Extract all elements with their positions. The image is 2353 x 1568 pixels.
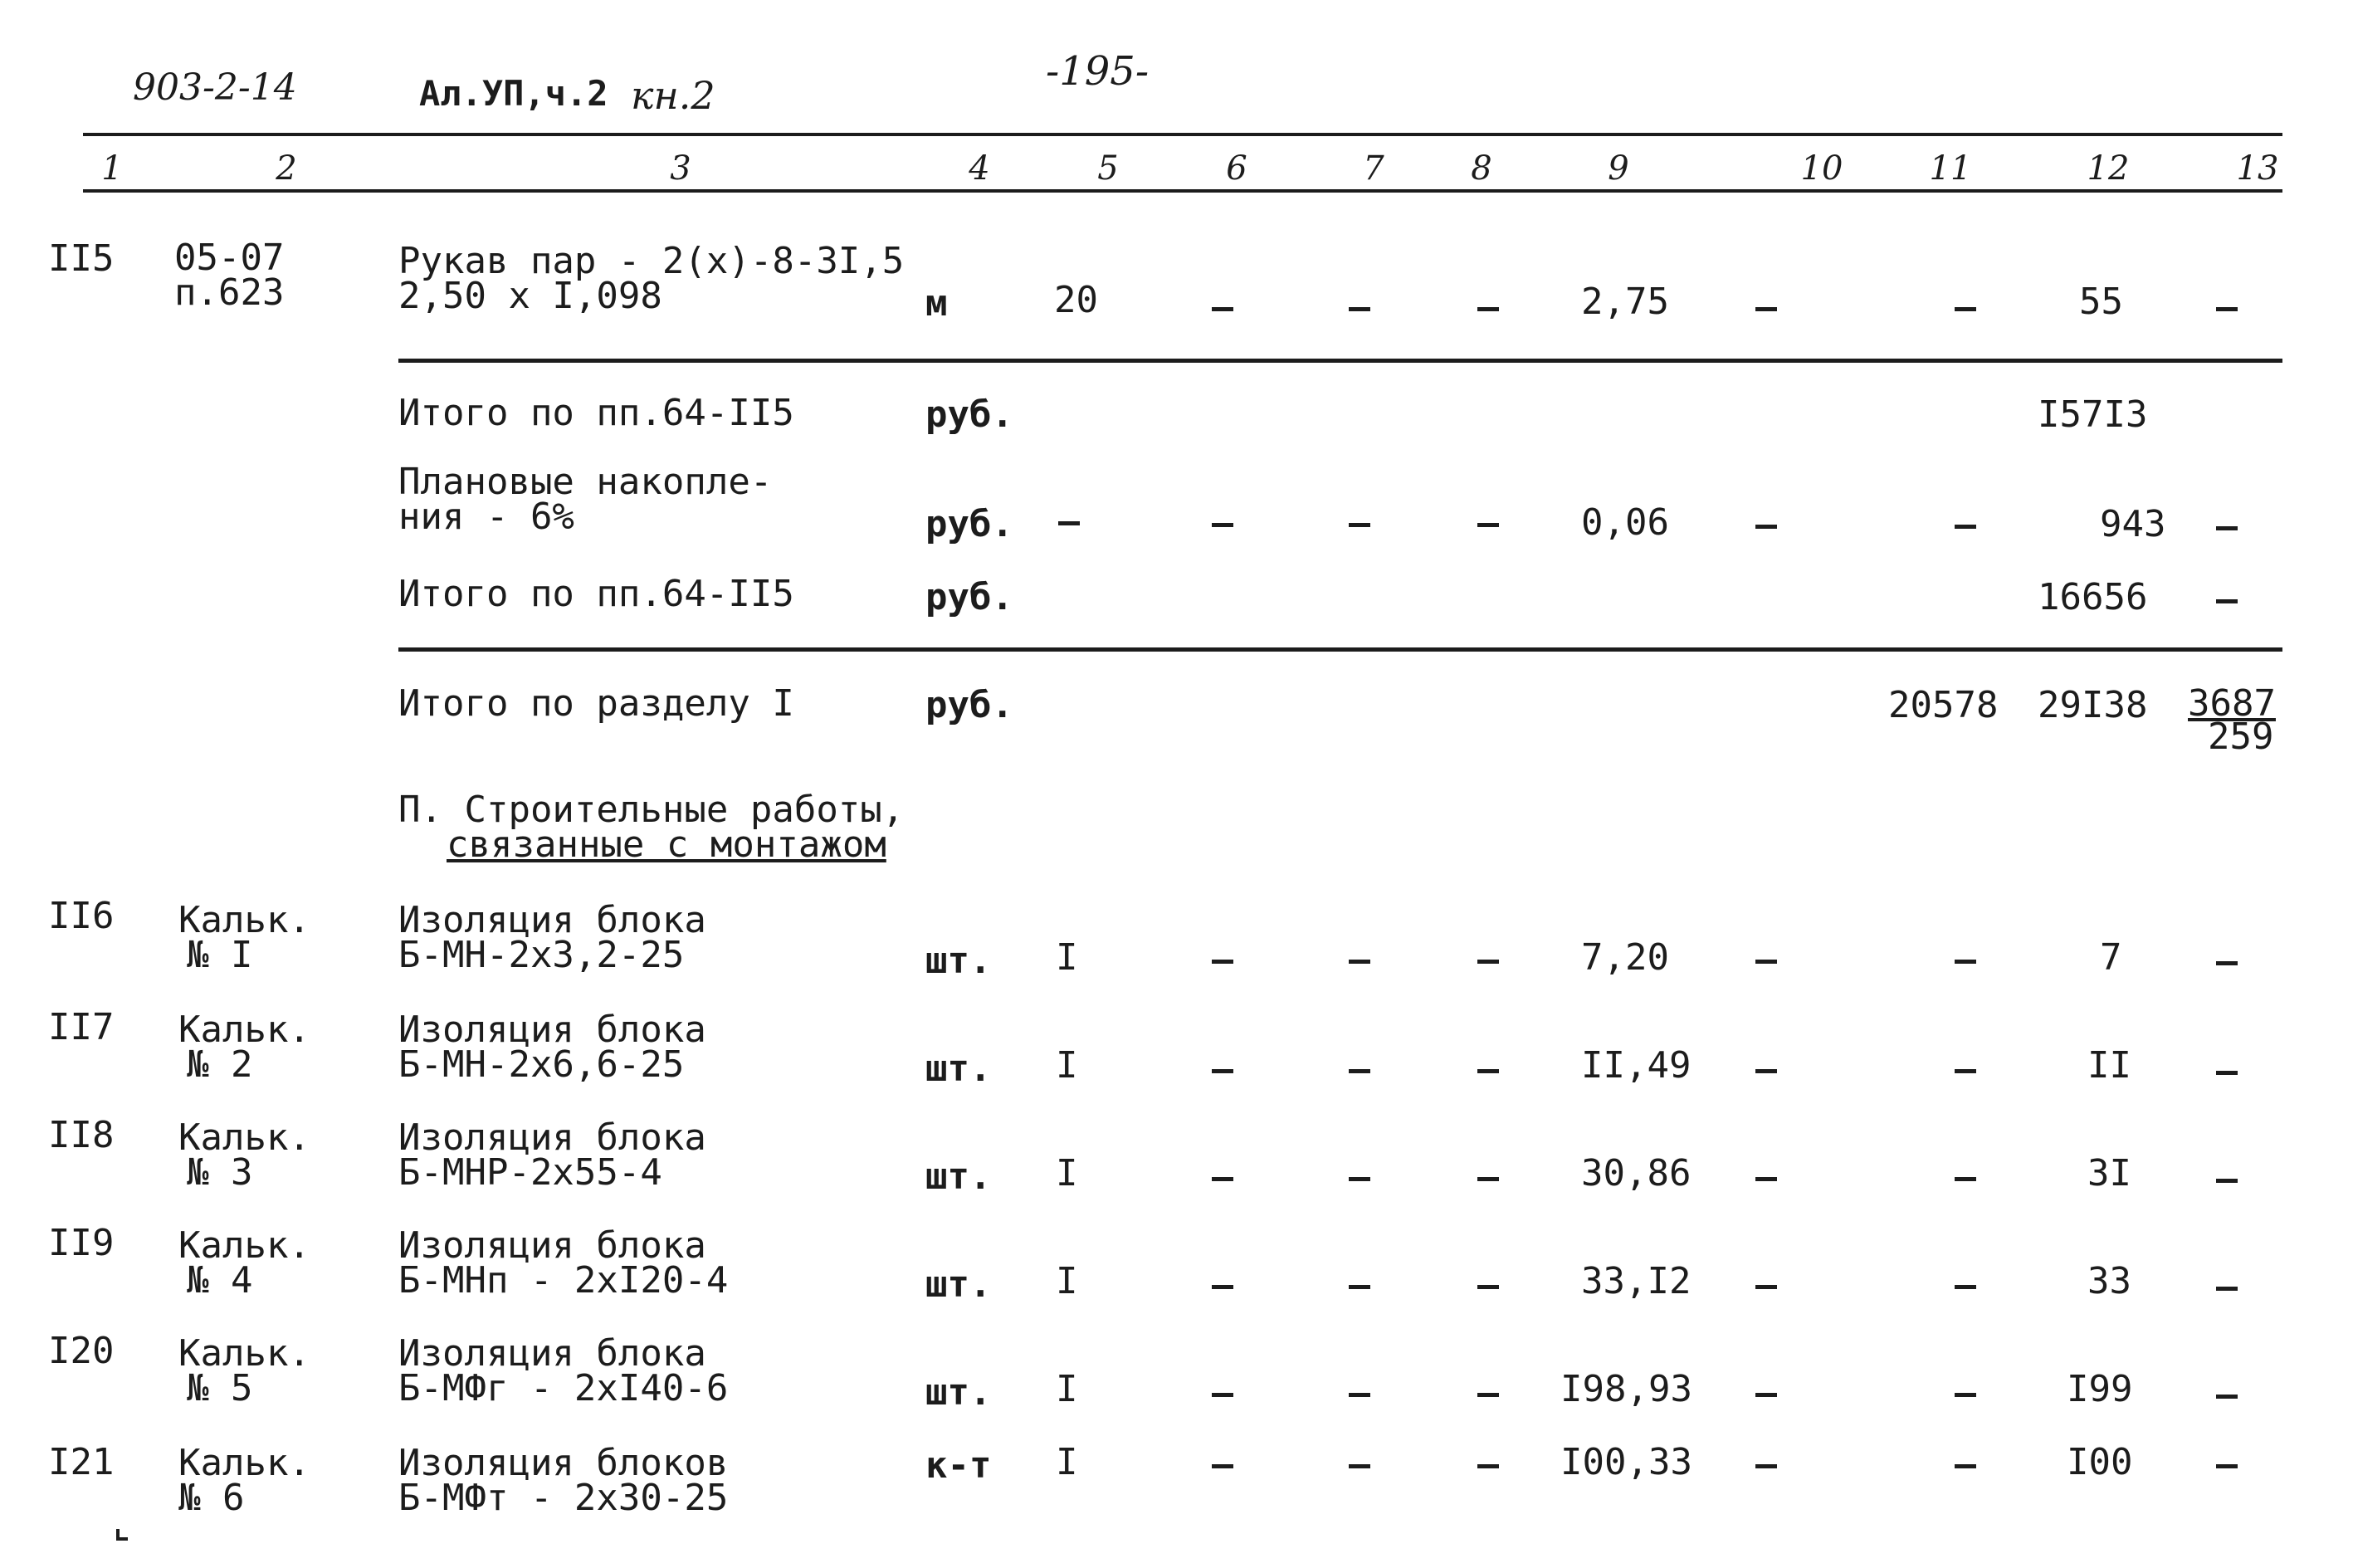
row-unit: к-т	[925, 1444, 992, 1487]
row-name: Изоляция блоков Б-МФт - 2х30-25	[398, 1442, 729, 1519]
row-unit: шт.	[925, 1155, 992, 1198]
planned-savings-rate: 0,06	[1581, 501, 1669, 544]
row-code: Кальк. № I	[178, 899, 310, 976]
row-price: 30,86	[1581, 1152, 1692, 1194]
row-dash	[1477, 960, 1499, 964]
section-total-unit: руб.	[925, 684, 1013, 726]
row-total: 55	[2079, 281, 2123, 323]
row-dash	[1755, 1069, 1777, 1073]
row-unit: шт.	[925, 1263, 992, 1306]
row-name: Изоляция блока Б-МН-2х6,6-25	[398, 1009, 706, 1086]
col-header-11: 11	[1929, 149, 1972, 188]
doc-code: 903-2-14	[133, 66, 297, 109]
row-dash	[1349, 523, 1370, 527]
planned-savings-total: 943	[2100, 503, 2166, 545]
row-dash	[1955, 1464, 1976, 1468]
row-dash	[1212, 1393, 1233, 1397]
planned-savings-unit: руб.	[925, 503, 1013, 545]
row-unit: шт.	[925, 1048, 992, 1090]
row-dash	[2216, 1395, 2238, 1399]
row-dash	[1477, 1393, 1499, 1397]
section-total-label: Итого по разделу I	[398, 682, 794, 725]
row-code: 05-07 п.623	[174, 237, 285, 314]
row-code: Кальк. № 5	[178, 1332, 310, 1409]
row-dash	[1477, 1464, 1499, 1468]
subtotal-label: Итого по пп.64-II5	[398, 573, 794, 615]
row-dash	[1955, 1177, 1976, 1181]
row-number: II6	[48, 895, 115, 937]
section-total-col13-top: 3687	[2188, 682, 2276, 725]
row-dash	[1212, 1285, 1233, 1289]
col-header-4: 4	[969, 149, 990, 188]
row-dash	[1955, 525, 1976, 529]
subtotal-unit: руб.	[925, 393, 1013, 436]
row-dash	[1349, 1285, 1370, 1289]
subtotal-unit: руб.	[925, 576, 1013, 618]
subtotal-value: I57I3	[2038, 393, 2148, 436]
col-header-7: 7	[1363, 149, 1384, 188]
header-rule-bottom	[83, 189, 2282, 193]
row-qty: 20	[1054, 279, 1098, 321]
row-dash	[1477, 1177, 1499, 1181]
row-number: II5	[48, 237, 115, 280]
row-price: I00,33	[1560, 1441, 1692, 1483]
row-dash	[2216, 961, 2238, 965]
row-qty: I	[1056, 1260, 1078, 1302]
row-code: Кальк. № 4	[178, 1224, 310, 1302]
row-dash	[1477, 1285, 1499, 1289]
header-rule-top	[83, 133, 2282, 136]
section-total-col11: 20578	[1888, 684, 1999, 726]
col-header-1: 1	[101, 149, 123, 188]
row-dash	[1349, 1069, 1370, 1073]
row-dash	[1212, 523, 1233, 527]
page-number: -195-	[1046, 48, 1150, 95]
col-header-5: 5	[1097, 149, 1119, 188]
row-total: I00	[2067, 1441, 2133, 1483]
row-dash	[1349, 960, 1370, 964]
row-dash	[1349, 1177, 1370, 1181]
row-dash	[2216, 526, 2238, 530]
row-number: II8	[48, 1114, 115, 1156]
col-header-10: 10	[1800, 149, 1843, 188]
col-header-3: 3	[670, 149, 691, 188]
row-dash	[2216, 599, 2238, 603]
album-ref: Ал.УП,ч.2	[419, 73, 608, 114]
row-dash	[1755, 1393, 1777, 1397]
row-qty: I	[1056, 1044, 1078, 1087]
row-price: 7,20	[1581, 936, 1669, 979]
row-dash	[1755, 1285, 1777, 1289]
row-dash	[1755, 960, 1777, 964]
row-dash	[1955, 960, 1976, 964]
row-dash	[1212, 1464, 1233, 1468]
row-dash	[2216, 1287, 2238, 1291]
row-number: I21	[48, 1441, 115, 1483]
row-name: Изоляция блока Б-МНР-2х55-4	[398, 1116, 706, 1194]
col-header-13: 13	[2236, 149, 2279, 188]
row-qty: I	[1056, 1152, 1078, 1194]
row-name: Изоляция блока Б-МФг - 2хI40-6	[398, 1332, 729, 1409]
corner-mark	[116, 1537, 128, 1541]
row-dash	[1212, 307, 1233, 311]
row-dash	[1755, 1177, 1777, 1181]
row-dash	[1955, 1393, 1976, 1397]
row-qty: I	[1056, 1441, 1078, 1483]
row-dash	[2216, 307, 2238, 311]
col-header-9: 9	[1608, 149, 1629, 188]
row-name: Изоляция блока Б-МН-2х3,2-25	[398, 899, 706, 976]
row-dash	[1477, 1069, 1499, 1073]
row-number: II9	[48, 1222, 115, 1264]
section-total-col12: 29I38	[2038, 684, 2148, 726]
row-qty: I	[1056, 936, 1078, 979]
row-total: 7	[2100, 936, 2122, 979]
row-qty: I	[1056, 1368, 1078, 1410]
row-total: 33	[2087, 1260, 2131, 1302]
row-dash	[1212, 1069, 1233, 1073]
planned-savings-label: Плановые накопле- ния - 6%	[398, 461, 773, 538]
subtotal-value: 16656	[2038, 576, 2148, 618]
row-number: II7	[48, 1006, 115, 1048]
row-dash	[2216, 1179, 2238, 1183]
subtotal-rule	[398, 359, 2282, 363]
row-dash	[1955, 307, 1976, 311]
row-name: Рукав пар - 2(х)-8-3I,5 2,50 х I,098	[398, 240, 905, 317]
row-dash	[1058, 521, 1080, 525]
row-dash	[1349, 1393, 1370, 1397]
section-total-rule	[398, 647, 2282, 652]
row-code: Кальк. № 6	[178, 1442, 310, 1519]
row-dash	[1212, 1177, 1233, 1181]
row-total: I99	[2067, 1368, 2133, 1410]
row-price: II,49	[1581, 1044, 1692, 1087]
row-code: Кальк. № 2	[178, 1009, 310, 1086]
row-total: II	[2087, 1044, 2131, 1087]
row-dash	[1755, 1464, 1777, 1468]
row-unit: м	[925, 282, 948, 325]
row-dash	[1212, 960, 1233, 964]
section-total-col13-bottom: 259	[2208, 716, 2274, 758]
row-dash	[1755, 307, 1777, 311]
row-price: 2,75	[1581, 281, 1669, 323]
row-dash	[1349, 307, 1370, 311]
row-name: Изоляция блока Б-МНп - 2хI20-4	[398, 1224, 729, 1302]
row-dash	[1349, 1464, 1370, 1468]
row-dash	[1955, 1285, 1976, 1289]
col-header-8: 8	[1471, 149, 1492, 188]
col-header-2: 2	[276, 149, 297, 188]
row-dash	[2216, 1071, 2238, 1075]
section-ii-title: П. Строительные работы, связанные с монтажом	[398, 789, 905, 866]
subtotal-label: Итого по пп.64-II5	[398, 392, 794, 434]
col-header-6: 6	[1226, 149, 1247, 188]
row-price: I98,93	[1560, 1368, 1692, 1410]
row-code: Кальк. № 3	[178, 1116, 310, 1194]
row-price: 33,I2	[1581, 1260, 1692, 1302]
row-dash	[1477, 523, 1499, 527]
book-ref: кн.2	[631, 73, 715, 118]
row-number: I20	[48, 1330, 115, 1372]
col-header-12: 12	[2087, 149, 2130, 188]
row-unit: шт.	[925, 940, 992, 982]
row-dash	[1955, 1069, 1976, 1073]
row-dash	[2216, 1464, 2238, 1468]
row-dash	[1755, 525, 1777, 529]
row-total: 3I	[2087, 1152, 2131, 1194]
row-dash	[1477, 307, 1499, 311]
row-unit: шт.	[925, 1371, 992, 1414]
